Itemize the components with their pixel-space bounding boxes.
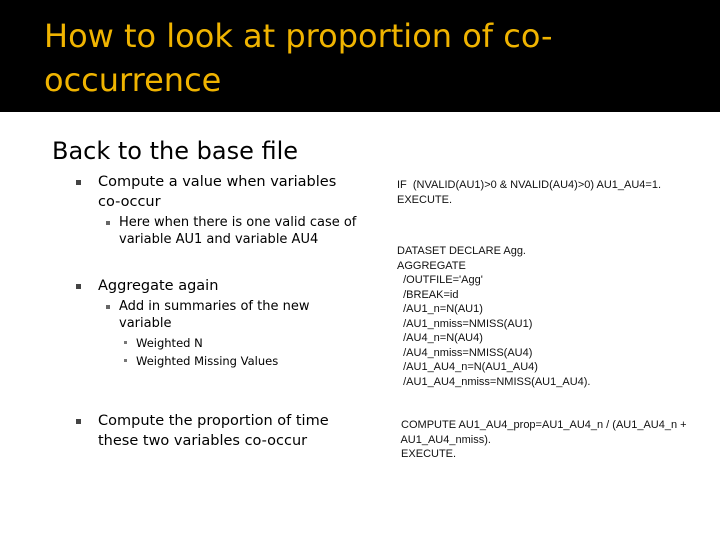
subsub-bullet-marker (124, 359, 127, 362)
code-block-compute: COMPUTE AU1_AU4_prop=AU1_AU4_n / (AU1_AU4_n + AU1_AU4_nmiss). EXECUTE. (400, 419, 687, 460)
section-heading: Back to the base file (52, 137, 299, 165)
slide-title: How to look at proportion of co-occurrence (44, 17, 553, 99)
subsub-bullet-marker (124, 341, 127, 344)
sub-bullet-marker (106, 221, 110, 225)
bullet-aggregate-again: Aggregate again (98, 278, 219, 294)
code-block-if: IF (NVALID(AU1)>0 & NVALID(AU4)>0) AU1_AU4=1. EXECUTE. (397, 179, 661, 206)
section-heading-line (52, 136, 298, 168)
title-bar (0, 0, 720, 112)
sub-bullet-add-summaries: Add in summaries of the new variable (119, 299, 310, 331)
code-block-aggregate: DATASET DECLARE Agg. AGGREGATE /OUTFILE='Agg' /BREAK=id /AU1_n=N(AU1) /AU1_nmiss=NMISS(AU1) /AU4_n=N(AU4) /AU4_nmiss=NMISS(AU4) /AU1_AU4_n=N(AU1_AU4) /AU1_AU4_nmiss=NMISS(AU1_AU4). (397, 245, 591, 388)
sub-bullet-marker (106, 305, 110, 309)
subsub-bullet-weighted-missing: Weighted Missing Values (136, 354, 279, 368)
subsub-bullet-weighted-n: Weighted N (136, 336, 203, 350)
bullet-compute-value: Compute a value when variables co-occur (98, 174, 337, 210)
bullet-marker (76, 419, 81, 424)
bullet-marker (76, 284, 81, 289)
sub-bullet-valid-case: Here when there is one valid case of variable AU1 and variable AU4 (119, 215, 357, 247)
bullet-marker (76, 180, 81, 185)
bullet-compute-proportion: Compute the proportion of time these two variables co-occur (98, 413, 329, 449)
